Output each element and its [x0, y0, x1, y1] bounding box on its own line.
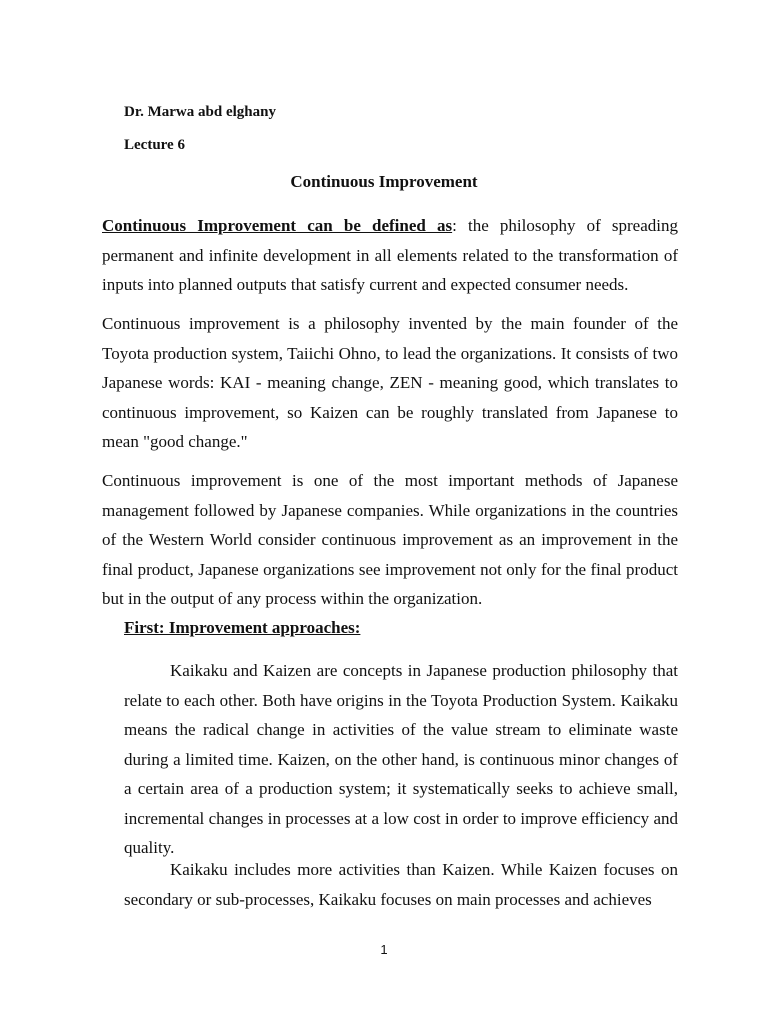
definition-term: Continuous Improvement can be defined as: [102, 216, 453, 235]
paragraph-kaikaku-activities: Kaikaku includes more activities than Kaizen. While Kaizen focuses on secondary or sub-processes, Kaikaku focuses on main processes and achieves: [124, 860, 678, 909]
definition-paragraph: [102, 211, 678, 300]
paragraph-kaikaku-kaizen: Kaikaku and Kaizen are concepts in Japanese production philosophy that relate to each other. Both have origins in the Toyota Production System. Kaikaku means the radical change in activities of the value stream to eliminate waste during a limited time. Kaizen, on the other hand, is continuous minor changes of a certain area of a production system; it systematically seeks to achieve small, incremental changes in processes at a low cost in order to improve efficiency and quality.: [124, 661, 678, 857]
lecture-label: Lecture 6: [124, 137, 185, 153]
paragraph-japanese-management: Continuous improvement is one of the most important methods of Japanese management followed by Japanese companies. While organizations in the countries of the Western World consider continuous improvement as an improvement in the final product, Japanese organizations see improvement not only for the final product but in the output of any process within the organization.: [102, 471, 678, 608]
author-name: Dr. Marwa abd elghany: [124, 104, 276, 120]
page-number: 1: [380, 942, 388, 957]
paragraph-kaizen-origin: Continuous improvement is a philosophy invented by the main founder of the Toyota production system, Taiichi Ohno, to lead the organizations. It consists of two Japanese words: KAI - meaning change, ZEN - meaning good, which translates to continuous improvement, so Kaizen can be roughly translated from Japanese to mean "good change.": [102, 314, 678, 451]
page-title: Continuous Improvement: [290, 172, 478, 191]
section-heading: First: Improvement approaches:: [124, 618, 361, 637]
definition-text: : the philosophy of spreading permanent and infinite development in all elements related to the transformation of inputs into planned outputs that satisfy current and expected consumer needs.: [102, 216, 678, 294]
